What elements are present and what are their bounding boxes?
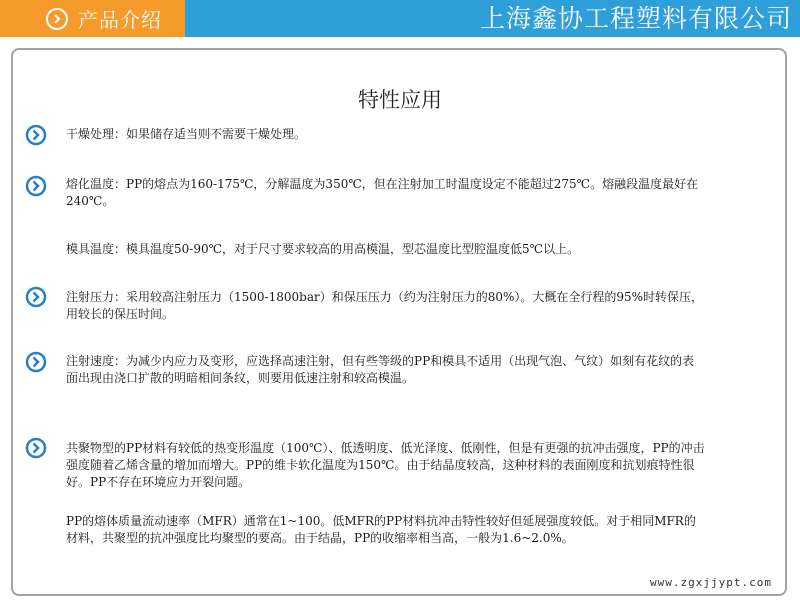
tab-label: 产品介绍 [78, 8, 162, 32]
chevron-circle-icon [25, 351, 47, 373]
company-name: 上海鑫协工程塑料有限公司 [479, 4, 792, 33]
website-url: www.zgxjjypt.com [650, 576, 772, 589]
list-item: 熔化温度：PP的熔点为160-175℃，分解温度为350℃，但在注射加工时温度设定不能超过275℃。熔融段温度最好在240℃。 [66, 177, 699, 208]
chevron-circle-icon [25, 437, 47, 459]
list-item: 共聚物型的PP材料有较低的热变形温度（100℃）、低透明度、低光泽度、低刚性，但是有更强的抗冲击强度，PP的冲击强度随着乙烯含量的增加而增大。PP的维卡软化温度为150℃。由于结晶度较高，这种材料的表面刚度和抗划痕特性很好。PP不存在环境应力开裂问题。 [66, 441, 705, 489]
chevron-right-icon [46, 8, 68, 30]
list-item: 注射速度：为减少内应力及变形，应选择高速注射，但有些等级的PP和模具不适用（出现气泡、气纹）如刻有花纹的表面出现由浇口扩散的明暗相间条纹，则要用低速注射和较高模温。 [66, 354, 695, 385]
list-item: 干燥处理：如果储存适当则不需要干燥处理。 [66, 127, 307, 141]
chevron-circle-icon [25, 124, 47, 146]
chevron-circle-icon [25, 175, 47, 197]
list-item: PP的熔体质量流动速率（MFR）通常在1~100。低MFR的PP材料抗冲击特性较好但延展强度较低。对于相同MFR的材料，共聚型的抗冲强度比均聚型的要高。由于结晶，PP的收缩率相当高，一般为1.6~2.0%。 [66, 514, 696, 545]
tab-product-intro[interactable] [0, 0, 185, 37]
page-title: 特性应用 [358, 88, 442, 112]
list-item: 模具温度：模具温度50-90℃，对于尺寸要求较高的用高模温，型芯温度比型腔温度低5℃以上。 [66, 242, 580, 256]
chevron-circle-icon [25, 286, 47, 308]
list-item: 注射压力：采用较高注射压力（1500-1800bar）和保压压力（约为注射压力的80%）。大概在全行程的95%时转保压，用较长的保压时间。 [66, 290, 704, 321]
header-bar [0, 0, 800, 37]
